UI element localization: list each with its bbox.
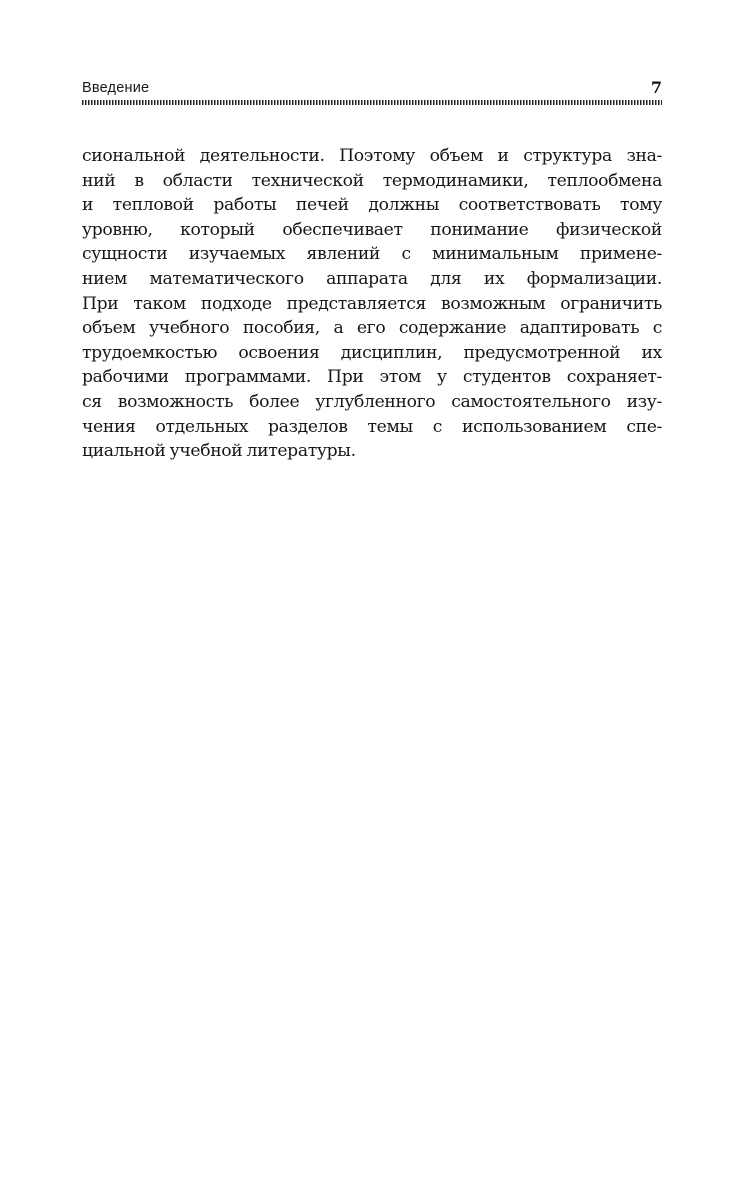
text-line: При таком подходе представляется возможным ограничить	[82, 293, 662, 314]
text-line: уровню, который обеспечивает понимание физической	[82, 219, 662, 240]
text-line: и тепловой работы печей должны соответствовать тому	[82, 195, 662, 216]
text-line: чения отдельных разделов темы с использованием спе-	[82, 416, 662, 437]
text-line: ний в области технической термодинамики, теплообмена	[82, 170, 662, 191]
text-line: нием математического аппарата для их формализации.	[82, 268, 662, 289]
text-line: трудоемкостью освоения дисциплин, предусмотренной их	[82, 342, 662, 363]
header-dotted-rule	[82, 100, 662, 105]
text-line: сиональной деятельности. Поэтому объем и структура зна-	[82, 146, 662, 166]
text-line: ся возможность более углубленного самостоятельного изу-	[82, 391, 662, 412]
body-paragraph	[82, 144, 662, 464]
text-line: рабочими программами. При этом у студентов сохраняет-	[82, 367, 662, 388]
page-number: 7	[650, 78, 662, 97]
section-title: Введение	[82, 80, 150, 96]
text-line: циальной учебной литературы.	[82, 441, 356, 462]
text-line: объем учебного пособия, а его содержание адаптировать с	[82, 318, 662, 339]
running-header	[82, 78, 662, 102]
text-line: сущности изучаемых явлений с минимальным примене-	[82, 244, 662, 265]
